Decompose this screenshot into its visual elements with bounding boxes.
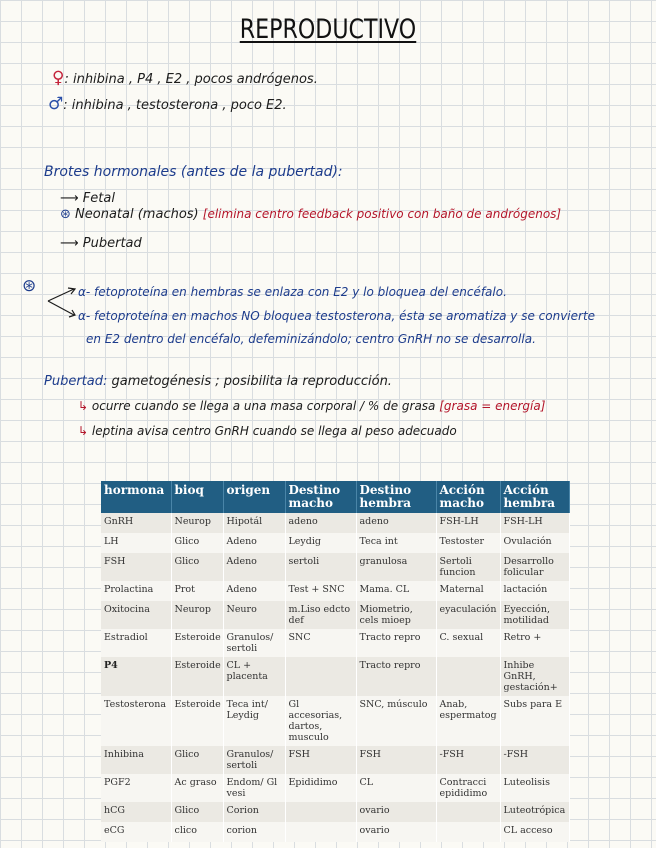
table-cell: Granulos/ sertoli <box>223 629 285 657</box>
pubertad-line <box>44 374 392 389</box>
table-cell: Endom/ Gl vesi <box>223 774 285 802</box>
table-cell: CL acceso <box>500 822 569 842</box>
column-header: hormona <box>101 481 171 513</box>
brotes-item-pubertad <box>60 236 142 251</box>
table-cell: Glico <box>171 802 223 822</box>
table-cell: Hipotál <box>223 513 285 533</box>
table-cell: Luteolisis <box>500 774 569 802</box>
hormone-table <box>101 481 570 842</box>
arrow-right-icon: ⟶ <box>60 236 79 251</box>
table-cell: clico <box>171 822 223 842</box>
table-cell: Desarrollo folicular <box>500 553 569 581</box>
table-cell: ovario <box>356 822 436 842</box>
table-cell: PGF2 <box>101 774 171 802</box>
table-row <box>101 746 569 774</box>
table-cell <box>285 802 356 822</box>
column-header: Destino hembra <box>356 481 436 513</box>
table-cell: Maternal <box>436 581 500 601</box>
table-cell: Tracto repro <box>356 657 436 696</box>
star-circle-icon: ⊛ <box>60 207 71 222</box>
table-cell: C. sexual <box>436 629 500 657</box>
table-cell: Corion <box>223 802 285 822</box>
grasa-note: [grasa = energía] <box>439 399 546 413</box>
table-cell: Teca int/ Leydig <box>223 696 285 746</box>
table-cell: eCG <box>101 822 171 842</box>
table-row <box>101 629 569 657</box>
female-symbol-icon: ♀ <box>52 68 65 88</box>
table-cell: Subs para E <box>500 696 569 746</box>
table-cell <box>285 822 356 842</box>
hook-arrow-icon: ↳ <box>78 424 89 438</box>
table-row <box>101 657 569 696</box>
male-symbol-icon: ♂ <box>48 94 64 114</box>
table-cell: Inhibina <box>101 746 171 774</box>
arrow-right-icon: ⟶ <box>60 191 79 206</box>
table-cell: Leydig <box>285 533 356 553</box>
table-row <box>101 601 569 629</box>
table-cell: Adeno <box>223 553 285 581</box>
table-cell: granulosa <box>356 553 436 581</box>
brotes-item-fetal <box>60 191 115 206</box>
table-cell: Ovulación <box>500 533 569 553</box>
table-cell: Estradiol <box>101 629 171 657</box>
table-cell: Esteroide <box>171 657 223 696</box>
table-cell: Miometrio, cels mioep <box>356 601 436 629</box>
hook-arrow-icon: ↳ <box>78 399 89 413</box>
afp-male-line: α- fetoproteína en machos NO bloquea testosterona, ésta se aromatiza y se convierte <box>78 309 596 323</box>
table-cell: FSH <box>101 553 171 581</box>
table-row <box>101 696 569 746</box>
table-cell: -FSH <box>436 746 500 774</box>
table-cell: adeno <box>356 513 436 533</box>
table-cell: Glico <box>171 553 223 581</box>
table-cell: Ac graso <box>171 774 223 802</box>
table-cell: FSH <box>356 746 436 774</box>
brotes-heading: Brotes hormonales (antes de la pubertad): <box>44 164 343 180</box>
table-cell: Retro + <box>500 629 569 657</box>
branch-arrows-icon <box>46 285 78 319</box>
table-cell: Sertoli funcion <box>436 553 500 581</box>
table-cell: Test + SNC <box>285 581 356 601</box>
column-header: origen <box>223 481 285 513</box>
table-cell: Esteroide <box>171 696 223 746</box>
table-cell: Gl accesorias, dartos, musculo <box>285 696 356 746</box>
male-hormones-text: : inhibina , testosterona , poco E2. <box>63 98 287 113</box>
table-cell: ovario <box>356 802 436 822</box>
table-cell: CL <box>356 774 436 802</box>
brotes-item-label: Neonatal (machos) <box>75 207 199 222</box>
page-title <box>59 14 597 45</box>
table-row <box>101 581 569 601</box>
table-cell: Eyección, motilidad <box>500 601 569 629</box>
table-row <box>101 822 569 842</box>
table-cell: -FSH <box>500 746 569 774</box>
table-row <box>101 533 569 553</box>
afp-female-line: α- fetoproteína en hembras se enlaza con E2 y lo bloquea del encéfalo. <box>78 285 507 299</box>
table-cell: Luteotrópica <box>500 802 569 822</box>
table-row <box>101 553 569 581</box>
table-cell: GnRH <box>101 513 171 533</box>
table-cell: Granulos/ sertoli <box>223 746 285 774</box>
table-cell <box>285 657 356 696</box>
table-cell: Adeno <box>223 581 285 601</box>
column-header: bioq <box>171 481 223 513</box>
pubertad-label: Pubertad: <box>44 374 108 389</box>
table-cell: Testosterona <box>101 696 171 746</box>
table-cell: Mama. CL <box>356 581 436 601</box>
brotes-item-label: Fetal <box>82 191 115 206</box>
afp-male-line-cont: en E2 dentro del encéfalo, defeminizándolo; centro GnRH no se desarrolla. <box>86 332 536 346</box>
pubertad-item-leptina <box>78 424 457 438</box>
star-circle-icon: ⊛ <box>22 276 37 296</box>
table-cell: Prot <box>171 581 223 601</box>
table-cell: Testoster <box>436 533 500 553</box>
table-cell <box>436 802 500 822</box>
pubertad-text: gametogénesis ; posibilita la reproducción. <box>111 374 392 389</box>
male-line <box>48 94 287 114</box>
table-cell: eyaculación <box>436 601 500 629</box>
page-title-text: REPRODUCTIVO <box>239 14 417 45</box>
table-cell: Epididimo <box>285 774 356 802</box>
table-cell: CL + placenta <box>223 657 285 696</box>
column-header: Destino macho <box>285 481 356 513</box>
brotes-item-neonatal <box>60 207 561 222</box>
table-cell: hCG <box>101 802 171 822</box>
table-cell: Inhibe GnRH, gestación+ <box>500 657 569 696</box>
table-cell <box>436 657 500 696</box>
table-row <box>101 802 569 822</box>
table-cell: Oxitocina <box>101 601 171 629</box>
female-hormones-text: : inhibina , P4 , E2 , pocos andrógenos. <box>64 72 318 87</box>
table-cell: Neurop <box>171 513 223 533</box>
table-row <box>101 774 569 802</box>
table-cell: FSH-LH <box>500 513 569 533</box>
pubertad-item-text: leptina avisa centro GnRH cuando se llega al peso adecuado <box>91 424 457 438</box>
pubertad-item-text: ocurre cuando se llega a una masa corporal / % de grasa <box>91 399 436 413</box>
table-cell: LH <box>101 533 171 553</box>
table-cell: Glico <box>171 746 223 774</box>
table-cell: lactación <box>500 581 569 601</box>
table-cell: Tracto repro <box>356 629 436 657</box>
table-cell: sertoli <box>285 553 356 581</box>
female-line <box>52 68 318 88</box>
table-cell: Teca int <box>356 533 436 553</box>
column-header: Acción macho <box>436 481 500 513</box>
table-cell: Adeno <box>223 533 285 553</box>
table-cell: Neurop <box>171 601 223 629</box>
table-cell: Prolactina <box>101 581 171 601</box>
table-cell: FSH <box>285 746 356 774</box>
table-cell: SNC <box>285 629 356 657</box>
table-cell: Contracci epididimo <box>436 774 500 802</box>
column-header: Acción hembra <box>500 481 569 513</box>
table-cell: corion <box>223 822 285 842</box>
pubertad-item-masa <box>78 399 545 413</box>
table-cell: Neuro <box>223 601 285 629</box>
table-cell: m.Liso edcto def <box>285 601 356 629</box>
table-header-row <box>101 481 569 513</box>
table-cell: SNC, músculo <box>356 696 436 746</box>
table-cell: adeno <box>285 513 356 533</box>
table-cell: Glico <box>171 533 223 553</box>
neonatal-note: [elimina centro feedback positivo con baño de andrógenos] <box>202 207 562 221</box>
table-cell: Esteroide <box>171 629 223 657</box>
brotes-item-label: Pubertad <box>82 236 142 251</box>
table-row <box>101 513 569 533</box>
table-cell: FSH-LH <box>436 513 500 533</box>
table-cell: Anab, espermatog <box>436 696 500 746</box>
table-cell <box>436 822 500 842</box>
table-cell: P4 <box>101 657 171 696</box>
